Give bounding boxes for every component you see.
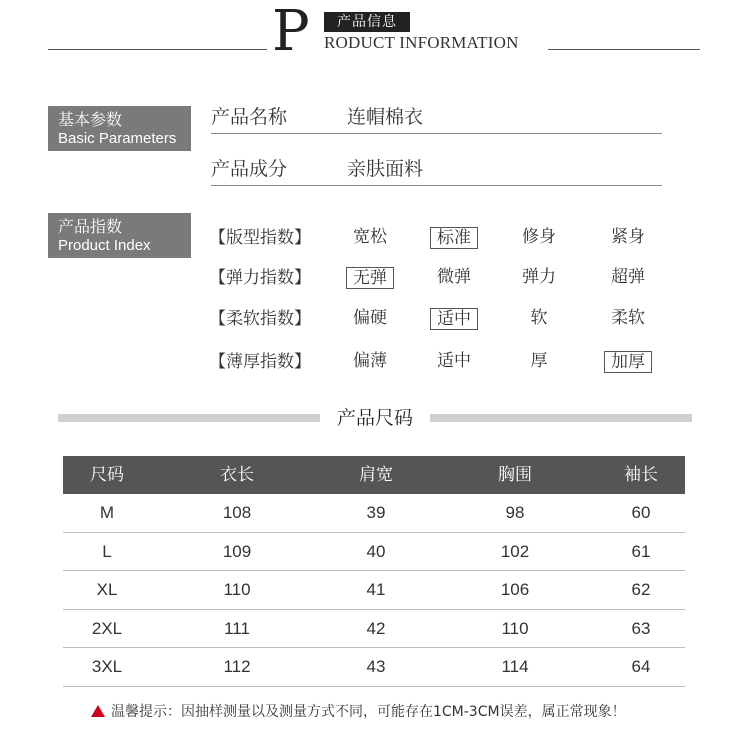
size-table-cell: 63 bbox=[631, 618, 651, 638]
size-table-cell: 62 bbox=[631, 580, 651, 599]
index-option: 柔软 bbox=[611, 308, 645, 328]
header-title-cn: 产品信息 bbox=[324, 12, 410, 32]
basic-parameters-label bbox=[48, 106, 191, 151]
size-table-cell: 43 bbox=[366, 657, 386, 676]
index-option: 厚 bbox=[530, 351, 548, 371]
warning-triangle-icon bbox=[91, 705, 105, 717]
size-table-cell: 61 bbox=[631, 541, 651, 561]
index-option: 紧身 bbox=[611, 227, 645, 247]
index-option-selected: 标准 bbox=[430, 227, 478, 249]
size-table-cell: 114 bbox=[501, 657, 529, 676]
size-table-cell: 112 bbox=[223, 657, 251, 676]
index-label-cn: 产品指数 bbox=[58, 217, 123, 236]
basic-label-en: Basic Parameters bbox=[58, 130, 177, 147]
index-row bbox=[0, 265, 750, 295]
size-table-cell: 2XL bbox=[91, 618, 123, 638]
size-table-cell: M bbox=[99, 503, 115, 522]
size-table-header bbox=[63, 456, 685, 494]
size-title-bar-left bbox=[58, 414, 320, 422]
index-row-label: 【版型指数】 bbox=[209, 228, 311, 248]
param-key: 产品成分 bbox=[211, 158, 288, 180]
index-row-label: 【柔软指数】 bbox=[209, 309, 311, 329]
basic-label-cn: 基本参数 bbox=[58, 110, 123, 129]
size-table-body bbox=[63, 494, 685, 687]
size-title-bar-right bbox=[430, 414, 692, 422]
size-table-cell: 106 bbox=[500, 580, 530, 599]
size-table-header-cell: 肩宽 bbox=[359, 465, 393, 485]
size-table-cell: 41 bbox=[366, 580, 386, 599]
index-option: 适中 bbox=[437, 351, 471, 371]
index-option: 弹力 bbox=[522, 267, 556, 287]
size-table-header-cell: 衣长 bbox=[220, 465, 254, 485]
size-table-cell: 109 bbox=[222, 541, 252, 561]
size-table-row bbox=[63, 494, 685, 533]
size-table-cell: 98 bbox=[505, 503, 525, 522]
size-table-cell: XL bbox=[96, 580, 118, 599]
index-row bbox=[0, 349, 750, 379]
measurement-note bbox=[91, 702, 626, 722]
index-option-selected: 无弹 bbox=[346, 267, 394, 289]
header-divider-right bbox=[548, 49, 700, 50]
size-table-row bbox=[63, 533, 685, 572]
index-row bbox=[0, 225, 750, 255]
index-option: 软 bbox=[530, 308, 548, 328]
index-row bbox=[0, 306, 750, 336]
header-title-en: RODUCT INFORMATION bbox=[324, 33, 519, 52]
index-option: 微弹 bbox=[437, 267, 471, 287]
param-row-name bbox=[211, 104, 662, 134]
size-table-cell: 40 bbox=[366, 541, 386, 561]
size-table-header-cell: 尺码 bbox=[90, 465, 124, 485]
param-key: 产品名称 bbox=[211, 106, 288, 128]
header-big-letter: P bbox=[272, 0, 310, 64]
size-table-cell: 102 bbox=[500, 541, 530, 561]
size-section-title: 产品尺码 bbox=[336, 407, 413, 429]
size-table-row bbox=[63, 571, 685, 610]
index-option: 偏薄 bbox=[353, 351, 387, 371]
index-row-label: 【薄厚指数】 bbox=[209, 352, 311, 372]
size-table-row bbox=[63, 610, 685, 649]
size-table bbox=[63, 456, 685, 687]
size-table-cell: L bbox=[102, 541, 112, 561]
param-value: 亲肤面料 bbox=[347, 158, 424, 180]
size-table-cell: 39 bbox=[366, 503, 386, 522]
size-table-header-cell: 袖长 bbox=[624, 465, 658, 485]
size-table-cell: 64 bbox=[631, 657, 651, 676]
param-row-material bbox=[211, 156, 662, 186]
index-option-selected: 加厚 bbox=[604, 351, 652, 373]
size-table-cell: 111 bbox=[224, 618, 250, 638]
size-table-row bbox=[63, 648, 685, 687]
index-option: 超弹 bbox=[611, 267, 645, 287]
index-option: 偏硬 bbox=[353, 308, 387, 328]
index-row-label: 【弹力指数】 bbox=[209, 268, 311, 288]
size-table-cell: 3XL bbox=[91, 657, 123, 676]
header-divider-left bbox=[48, 49, 267, 50]
param-value: 连帽棉衣 bbox=[347, 106, 424, 128]
size-table-cell: 42 bbox=[366, 618, 386, 638]
index-option: 宽松 bbox=[353, 227, 387, 247]
size-table-cell: 110 bbox=[223, 580, 251, 599]
index-label-en: Product Index bbox=[58, 237, 151, 254]
size-table-cell: 108 bbox=[222, 503, 252, 522]
size-table-header-cell: 胸围 bbox=[498, 465, 532, 485]
note-text: 温馨提示：因抽样测量以及测量方式不同，可能存在1CM-3CM误差，属正常现象！ bbox=[111, 704, 626, 720]
index-option-selected: 适中 bbox=[430, 308, 478, 330]
size-table-cell: 60 bbox=[631, 503, 651, 522]
index-option: 修身 bbox=[522, 227, 556, 247]
size-table-cell: 110 bbox=[501, 618, 529, 638]
